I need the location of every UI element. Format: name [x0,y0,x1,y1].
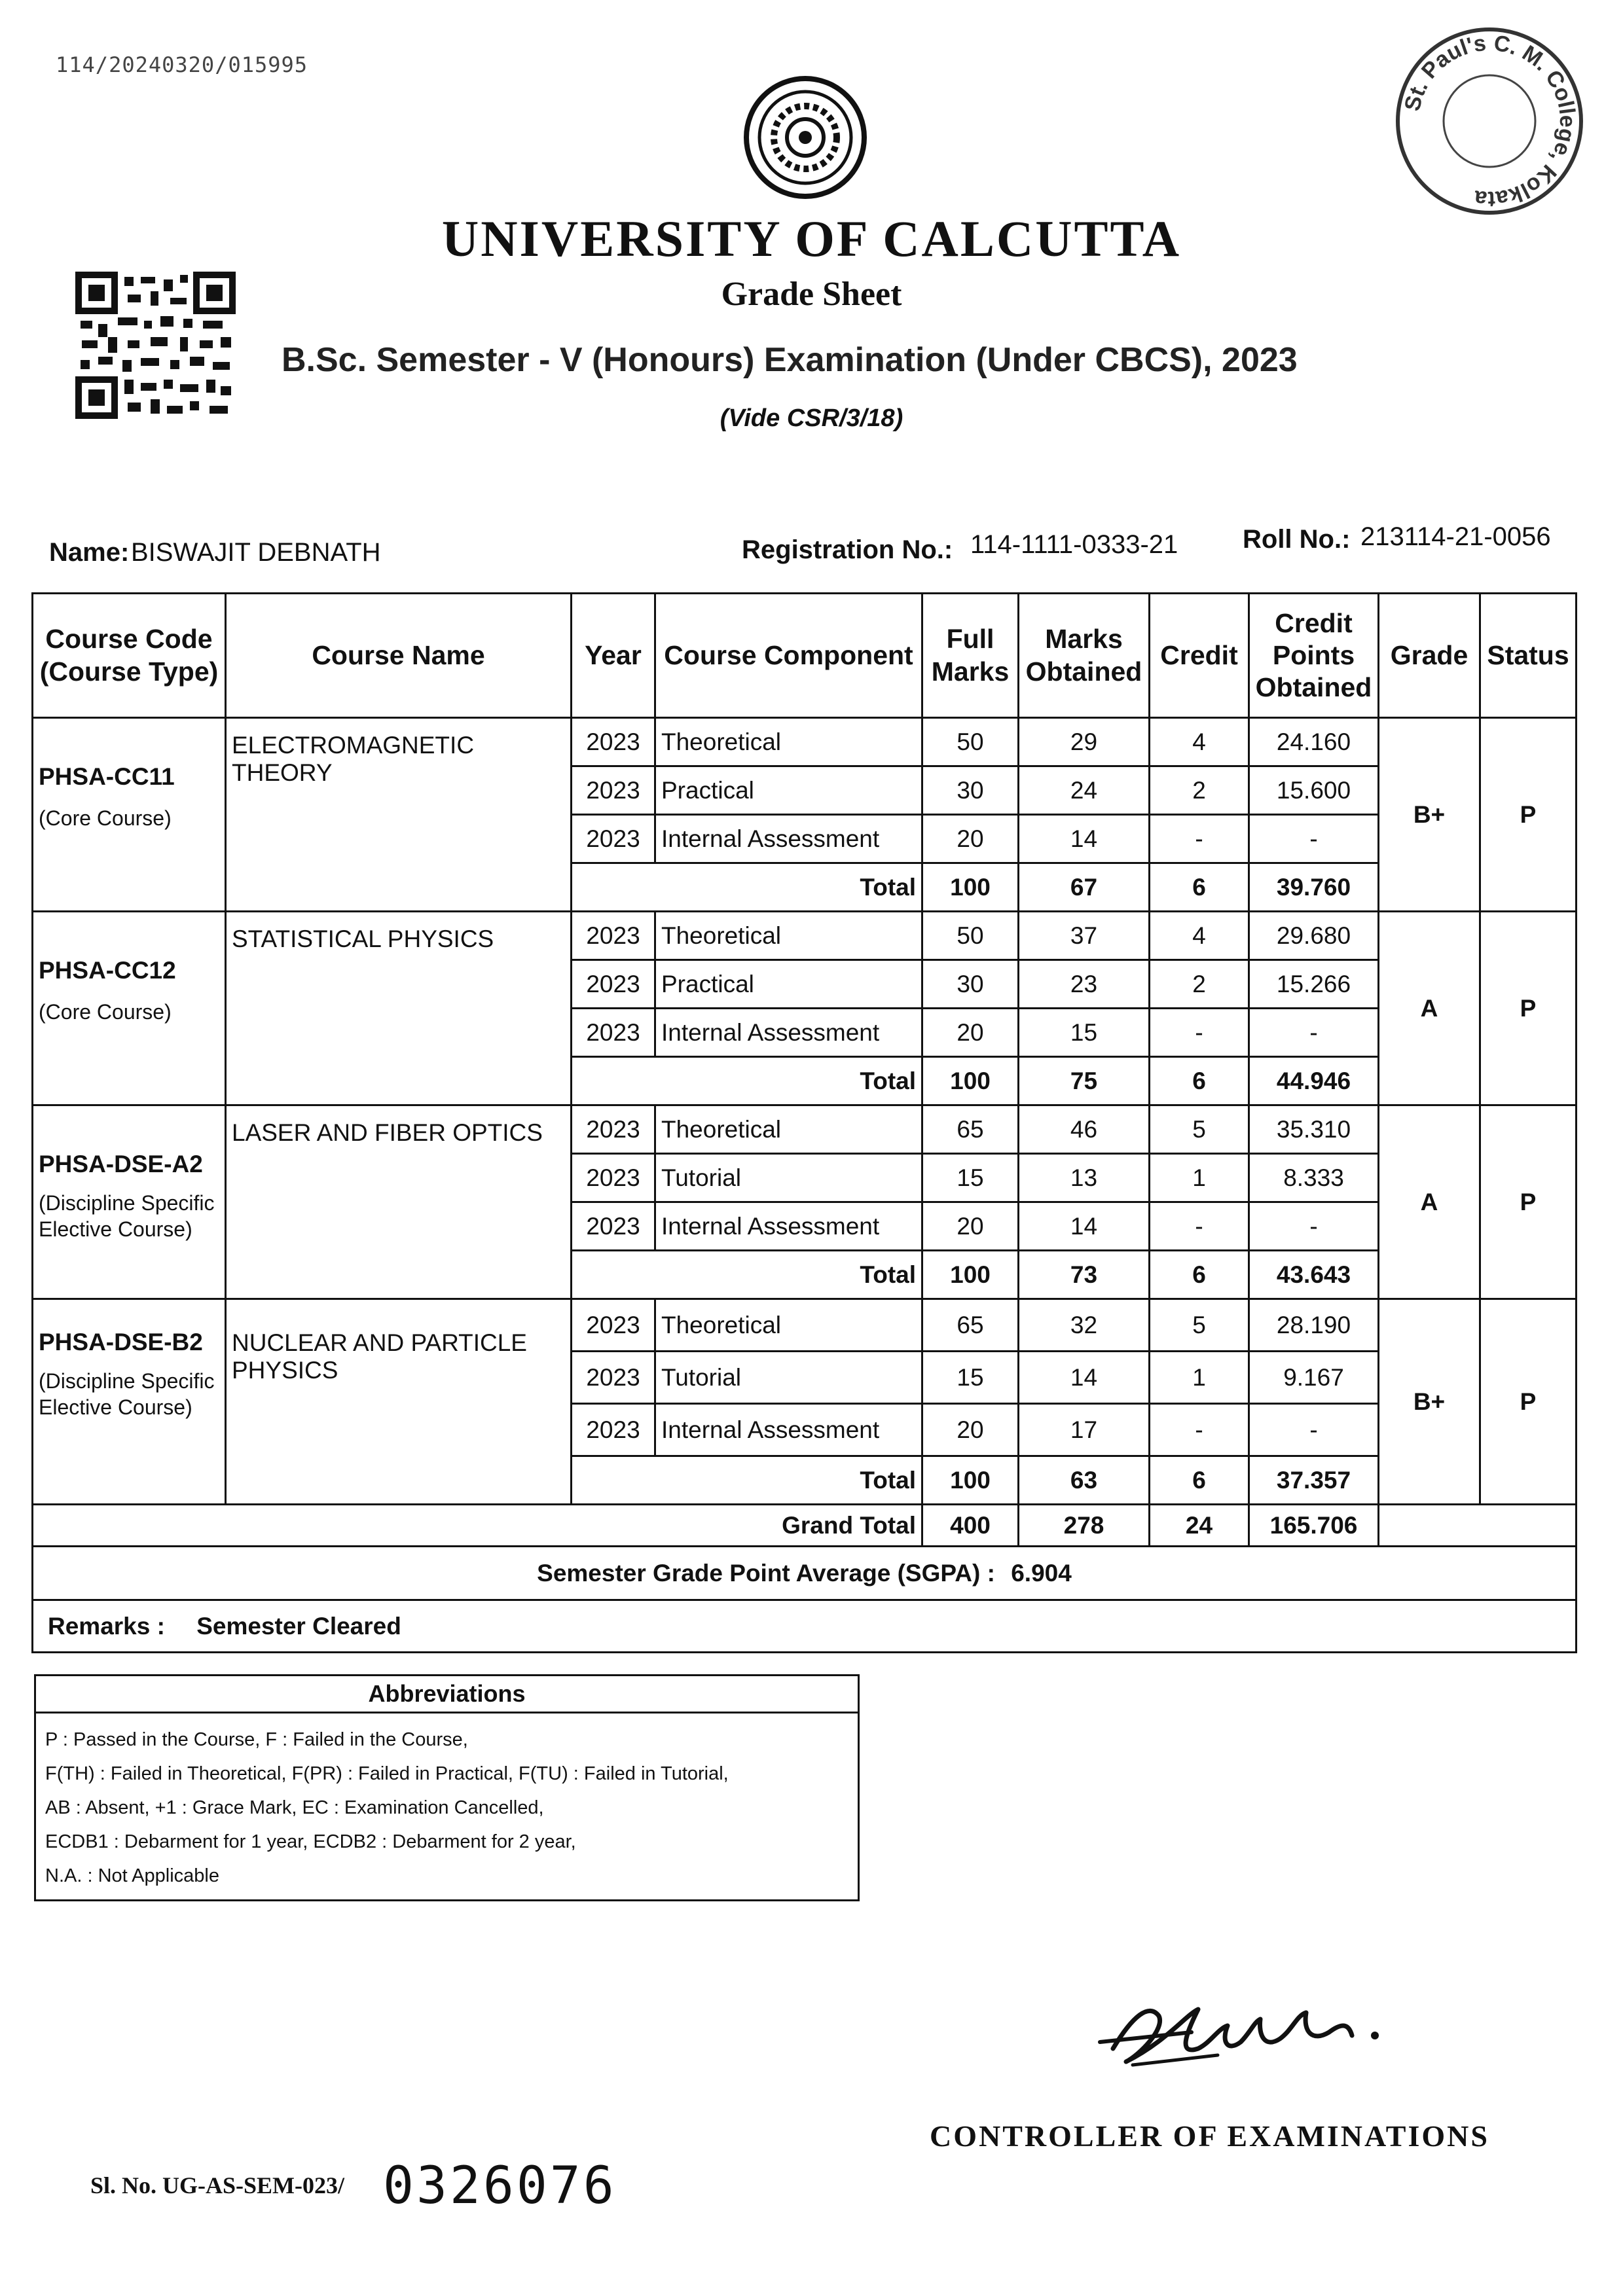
component-credit-points: 28.190 [1249,1299,1379,1352]
abbreviation-line: N.A. : Not Applicable [45,1865,219,1886]
table-row [33,1105,1577,1154]
component-full-marks: 20 [922,1202,1019,1251]
component-full-marks: 15 [922,1352,1019,1404]
course-type: (Core Course) [39,1000,172,1024]
component-name: Practical [655,766,922,815]
component-full-marks: 30 [922,960,1019,1009]
total-credit-points: 37.357 [1249,1456,1379,1505]
component-marks-obtained: 14 [1019,815,1150,863]
university-title: UNIVERSITY OF CALCUTTA [441,210,1182,267]
component-full-marks: 20 [922,1404,1019,1456]
component-credit: - [1150,1404,1249,1456]
header-year: Year [572,594,655,718]
header-marks-obtained: Marks Obtained [1019,594,1150,718]
svg-text:St. Paul's C. M. College, Kolk [1400,31,1580,211]
course-name: LASER AND FIBER OPTICS [226,1105,572,1299]
component-credit: 4 [1150,718,1249,766]
component-year: 2023 [572,1105,655,1154]
component-credit-points: - [1249,1202,1379,1251]
component-marks-obtained: 23 [1019,960,1150,1009]
component-marks-obtained: 14 [1019,1352,1150,1404]
course-code-cell [33,1105,226,1299]
component-name: Theoretical [655,912,922,960]
grand-total-credit: 24 [1150,1505,1249,1547]
total-credit: 6 [1150,863,1249,912]
component-marks-obtained: 14 [1019,1202,1150,1251]
component-credit-points: 15.600 [1249,766,1379,815]
component-marks-obtained: 24 [1019,766,1150,815]
table-row [33,1299,1577,1352]
grand-total-full-marks: 400 [922,1505,1019,1547]
component-credit-points: 9.167 [1249,1352,1379,1404]
component-year: 2023 [572,1299,655,1352]
component-credit-points: - [1249,1404,1379,1456]
component-credit: - [1150,1202,1249,1251]
component-name: Internal Assessment [655,1202,922,1251]
component-full-marks: 20 [922,1009,1019,1057]
grand-total-empty-cell [1379,1505,1577,1547]
component-marks-obtained: 17 [1019,1404,1150,1456]
total-marks-obtained: 63 [1019,1456,1150,1505]
reference-number: 114/20240320/015995 [56,52,308,77]
header-status: Status [1480,594,1577,718]
roll-label: Roll No.: [1243,525,1351,554]
course-status: P [1480,1105,1577,1299]
course-name: NUCLEAR AND PARTICLE PHYSICS [226,1299,572,1505]
total-full-marks: 100 [922,863,1019,912]
total-credit: 6 [1150,1456,1249,1505]
component-credit: 5 [1150,1299,1249,1352]
stamp-text: St. Paul's C. M. College, Kolkata [1400,30,1580,212]
exam-title: B.Sc. Semester - V (Honours) Examination (Under CBCS), 2023 [282,341,1298,379]
component-marks-obtained: 37 [1019,912,1150,960]
component-credit-points: 8.333 [1249,1154,1379,1202]
total-full-marks: 100 [922,1456,1019,1505]
component-full-marks: 65 [922,1105,1019,1154]
component-credit: 2 [1150,766,1249,815]
course-status: P [1480,718,1577,912]
header-course-code: Course Code (Course Type) [33,594,226,718]
component-credit: 4 [1150,912,1249,960]
course-status: P [1480,1299,1577,1505]
grade-table-body [33,718,1577,1653]
sheet-title: Grade Sheet [721,276,902,313]
course-type: (Discipline Specific Elective Course) [39,1191,215,1241]
abbreviation-line: ECDB1 : Debarment for 1 year, ECDB2 : Debarment for 2 year, [45,1831,576,1852]
component-year: 2023 [572,1009,655,1057]
component-year: 2023 [572,1404,655,1456]
total-credit-points: 44.946 [1249,1057,1379,1105]
component-credit-points: - [1249,815,1379,863]
component-full-marks: 20 [922,815,1019,863]
component-credit: 2 [1150,960,1249,1009]
table-row [33,912,1577,960]
component-name: Practical [655,960,922,1009]
course-code: PHSA-CC12 [39,957,176,984]
component-name: Theoretical [655,1105,922,1154]
total-label: Total [572,1251,922,1299]
header-course-name: Course Name [226,594,572,718]
total-label: Total [572,863,922,912]
abbreviations-title: Abbreviations [36,1676,858,1713]
course-code: PHSA-DSE-A2 [39,1151,203,1177]
component-full-marks: 15 [922,1154,1019,1202]
component-year: 2023 [572,766,655,815]
vide-reference: (Vide CSR/3/18) [720,404,903,432]
component-year: 2023 [572,718,655,766]
component-year: 2023 [572,1352,655,1404]
course-grade: A [1379,912,1480,1105]
component-name: Tutorial [655,1154,922,1202]
abbreviation-line: P : Passed in the Course, F : Failed in the Course, [45,1729,468,1750]
component-year: 2023 [572,815,655,863]
component-name: Tutorial [655,1352,922,1404]
total-credit: 6 [1150,1057,1249,1105]
roll-number: 213114-21-0056 [1360,522,1551,551]
header-credit: Credit [1150,594,1249,718]
course-type: (Discipline Specific Elective Course) [39,1369,215,1419]
university-crest-icon [740,72,871,203]
course-type: (Core Course) [39,806,172,830]
total-credit: 6 [1150,1251,1249,1299]
component-name: Internal Assessment [655,1009,922,1057]
component-year: 2023 [572,1154,655,1202]
grand-total-marks-obtained: 278 [1019,1505,1150,1547]
component-credit-points: 15.266 [1249,960,1379,1009]
component-credit: 1 [1150,1352,1249,1404]
course-status: P [1480,912,1577,1105]
header-credit-points: Credit Points Obtained [1249,594,1379,718]
grade-table [31,592,1577,1653]
component-full-marks: 30 [922,766,1019,815]
header-component: Course Component [655,594,922,718]
header-full-marks: Full Marks [922,594,1019,718]
component-credit-points: 24.160 [1249,718,1379,766]
component-full-marks: 50 [922,912,1019,960]
component-name: Theoretical [655,718,922,766]
course-grade: B+ [1379,718,1480,912]
component-credit-points: 29.680 [1249,912,1379,960]
component-name: Theoretical [655,1299,922,1352]
course-code-cell [33,718,226,912]
component-marks-obtained: 15 [1019,1009,1150,1057]
total-label: Total [572,1456,922,1505]
total-marks-obtained: 73 [1019,1251,1150,1299]
remarks-value: Semester Cleared [196,1612,401,1640]
component-credit: - [1150,1009,1249,1057]
sgpa-label: Semester Grade Point Average (SGPA) : [537,1559,995,1587]
grade-table-wrapper [31,592,1575,1653]
component-credit: - [1150,815,1249,863]
abbreviation-line: AB : Absent, +1 : Grace Mark, EC : Examination Cancelled, [45,1797,544,1818]
grand-total-label: Grand Total [33,1505,922,1547]
table-row [33,718,1577,766]
student-name: BISWAJIT DEBNATH [131,538,381,567]
college-stamp-icon [1388,20,1591,223]
total-credit-points: 43.643 [1249,1251,1379,1299]
component-credit: 5 [1150,1105,1249,1154]
remarks-label: Remarks : [48,1612,165,1640]
component-year: 2023 [572,1202,655,1251]
course-name: ELECTROMAGNETIC THEORY [226,718,572,912]
serial-label: Sl. No. UG-AS-SEM-023/ [90,2172,345,2198]
serial-number: 0326076 [383,2157,617,2215]
total-marks-obtained: 75 [1019,1057,1150,1105]
abbreviation-line: F(TH) : Failed in Theoretical, F(PR) : Failed in Practical, F(TU) : Failed in Tutorial, [45,1763,729,1784]
total-full-marks: 100 [922,1251,1019,1299]
course-code-cell [33,912,226,1105]
abbreviations-box [34,1674,860,1901]
course-code-cell [33,1299,226,1505]
total-credit-points: 39.760 [1249,863,1379,912]
component-year: 2023 [572,960,655,1009]
sgpa-cell [33,1547,1577,1600]
component-marks-obtained: 46 [1019,1105,1150,1154]
component-credit-points: 35.310 [1249,1105,1379,1154]
component-credit: 1 [1150,1154,1249,1202]
controller-title: CONTROLLER OF EXAMINATIONS [930,2119,1489,2153]
component-marks-obtained: 13 [1019,1154,1150,1202]
component-name: Internal Assessment [655,1404,922,1456]
abbreviations-body [36,1713,858,1899]
component-full-marks: 50 [922,718,1019,766]
component-marks-obtained: 32 [1019,1299,1150,1352]
course-name: STATISTICAL PHYSICS [226,912,572,1105]
registration-number: 114-1111-0333-21 [970,530,1178,559]
signature-icon [1087,1977,1414,2081]
total-marks-obtained: 67 [1019,863,1150,912]
course-code: PHSA-CC11 [39,763,175,790]
table-header-row [33,594,1577,718]
component-full-marks: 65 [922,1299,1019,1352]
component-name: Internal Assessment [655,815,922,863]
remarks-row [33,1600,1577,1653]
sgpa-value: 6.904 [1011,1559,1072,1587]
course-grade: B+ [1379,1299,1480,1505]
course-grade: A [1379,1105,1480,1299]
remarks-cell [33,1600,1577,1653]
registration-label: Registration No.: [742,535,953,564]
sgpa-row [33,1547,1577,1600]
grand-total-credit-points: 165.706 [1249,1505,1379,1547]
component-marks-obtained: 29 [1019,718,1150,766]
name-label: Name: [49,538,130,567]
grand-total-row [33,1505,1577,1547]
course-code: PHSA-DSE-B2 [39,1329,203,1355]
total-full-marks: 100 [922,1057,1019,1105]
total-label: Total [572,1057,922,1105]
component-year: 2023 [572,912,655,960]
component-credit-points: - [1249,1009,1379,1057]
header-grade: Grade [1379,594,1480,718]
